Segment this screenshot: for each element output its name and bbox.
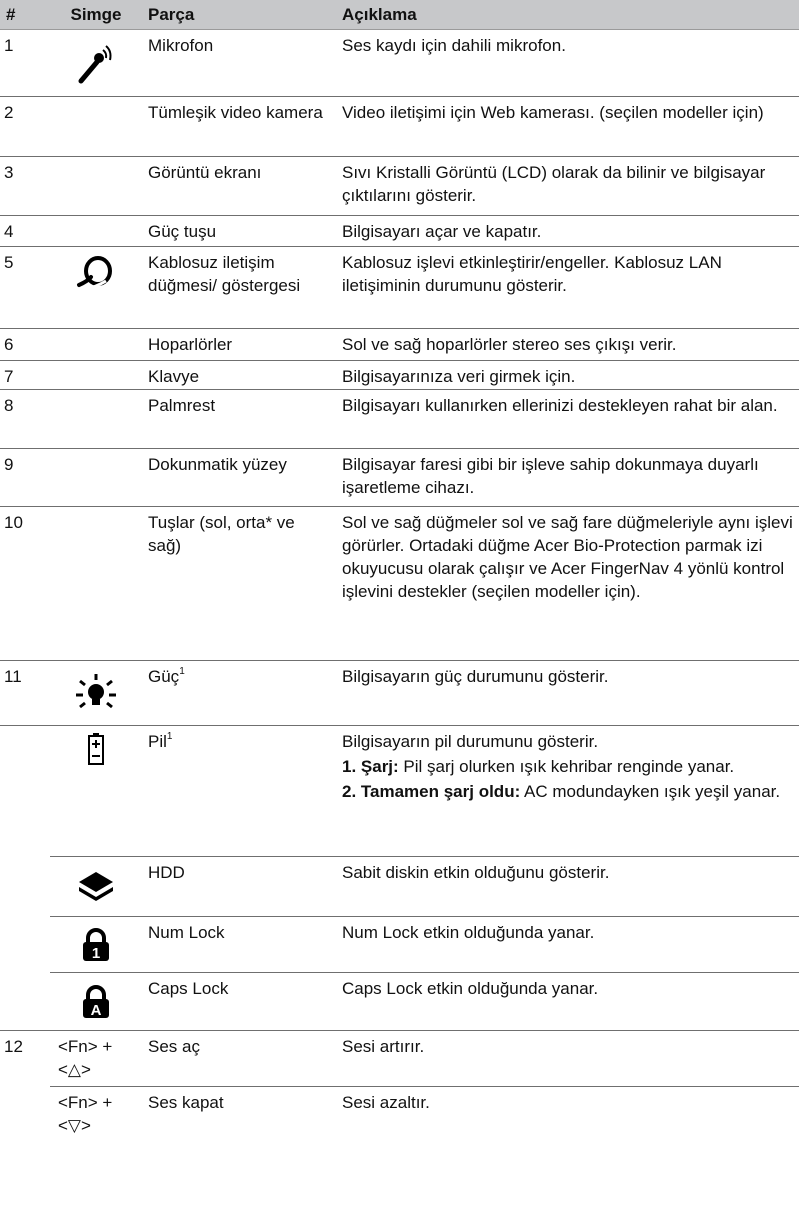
num-lock-icon — [50, 917, 142, 973]
row-part: Kablosuz iletişim düğmesi/ göstergesi — [142, 247, 336, 329]
row-number: 4 — [0, 216, 50, 247]
row-number: 1 — [0, 30, 50, 97]
battery-icon — [50, 726, 142, 857]
row-description: Bilgisayarın pil durumunu gösterir. 1. Şarj: Pil şarj olurken ışık kehribar renginde yanar. 2. Tamamen şarj oldu: AC modundayken ışık yeşil yanar. — [336, 726, 799, 857]
header-description: Açıklama — [336, 0, 799, 30]
table-row — [0, 1031, 799, 1087]
row-part: Dokunmatik yüzey — [142, 449, 336, 507]
volume-down-key: <Fn> + <▽> — [58, 1093, 113, 1135]
table-row — [0, 507, 799, 661]
row-number: 7 — [0, 361, 50, 390]
table-row — [0, 97, 799, 157]
row-part: Mikrofon — [142, 30, 336, 97]
row-description: Bilgisayarın güç durumunu gösterir. — [336, 661, 799, 726]
table-row — [0, 917, 799, 973]
row-part: Caps Lock — [142, 973, 336, 1031]
row-part: HDD — [142, 857, 336, 917]
row-description: Bilgisayarı kullanırken ellerinizi destekleyen rahat bir alan. — [336, 390, 799, 449]
row-description: Bilgisayarı açar ve kapatır. — [336, 216, 799, 247]
table-row — [0, 857, 799, 917]
caps-lock-icon — [50, 973, 142, 1031]
row-number — [0, 857, 50, 917]
row-part: Güç tuşu — [142, 216, 336, 247]
row-description: Num Lock etkin olduğunda yanar. — [336, 917, 799, 973]
row-part: Tümleşik video kamera — [142, 97, 336, 157]
row-number: 11 — [0, 661, 50, 726]
row-part: Pil$^1$ — [142, 726, 336, 857]
row-number: 9 — [0, 449, 50, 507]
hdd-icon — [50, 857, 142, 917]
row-part: Palmrest — [142, 390, 336, 449]
table-row — [0, 216, 799, 247]
svg-text:1: 1 — [91, 944, 101, 962]
table-row — [0, 329, 799, 361]
row-number: 5 — [0, 247, 50, 329]
table-row — [0, 661, 799, 726]
microphone-icon — [50, 30, 142, 97]
row-description: Sol ve sağ hoparlörler stereo ses çıkışı verir. — [336, 329, 799, 361]
row-number: 8 — [0, 390, 50, 449]
header-part: Parça — [142, 0, 336, 30]
row-description: Sesi azaltır. — [342, 1093, 430, 1112]
power-light-icon — [50, 661, 142, 726]
row-part: Klavye — [142, 361, 336, 390]
row-description: Sesi artırır. — [336, 1031, 799, 1087]
row-number: 6 — [0, 329, 50, 361]
row-part: Tuşlar (sol, orta* ve sağ) — [142, 507, 336, 661]
row-number — [0, 917, 50, 973]
row-number: 2 — [0, 97, 50, 157]
row-number — [0, 1087, 50, 1143]
svg-text:A: A — [90, 1001, 102, 1019]
table-header-row — [0, 0, 799, 30]
table-row — [0, 157, 799, 216]
row-description: Kablosuz işlevi etkinleştirir/engeller. Kablosuz LAN iletişiminin durumunu gösterir. — [336, 247, 799, 329]
row-number: 3 — [0, 157, 50, 216]
row-number — [0, 973, 50, 1031]
header-icon: Simge — [50, 0, 142, 30]
row-description: Video iletişimi için Web kamerası. (seçilen modeller için) — [336, 97, 799, 157]
row-description: Bilgisayar faresi gibi bir işleve sahip dokunmaya duyarlı işaretleme cihazı. — [336, 449, 799, 507]
row-part: Ses aç — [142, 1031, 336, 1087]
row-description: Ses kaydı için dahili mikrofon. — [336, 30, 799, 97]
table-row — [0, 361, 799, 390]
row-part: Hoparlörler — [142, 329, 336, 361]
row-description: Sabit diskin etkin olduğunu gösterir. — [336, 857, 799, 917]
table-row — [0, 247, 799, 329]
row-part: Ses kapat — [148, 1093, 224, 1112]
row-description: Bilgisayarınıza veri girmek için. — [336, 361, 799, 390]
row-part: Güç$^1$ — [142, 661, 336, 726]
table-row — [0, 973, 799, 1031]
row-number: 12 — [4, 1037, 23, 1056]
row-number — [0, 726, 50, 857]
row-description: Sıvı Kristalli Görüntü (LCD) olarak da bilinir ve bilgisayar çıktılarını gösterir. — [336, 157, 799, 216]
table-row — [0, 30, 799, 97]
row-number: 10 — [0, 507, 50, 661]
row-part: Görüntü ekranı — [142, 157, 336, 216]
wireless-icon — [50, 247, 142, 329]
row-description: Caps Lock etkin olduğunda yanar. — [336, 973, 799, 1031]
header-number: # — [0, 0, 50, 30]
row-part: Num Lock — [142, 917, 336, 973]
table-row — [0, 726, 799, 857]
table-row — [0, 449, 799, 507]
table-row — [0, 1087, 799, 1143]
volume-up-key: <Fn> + <△> — [50, 1031, 142, 1087]
table-row — [0, 390, 799, 449]
row-description: Sol ve sağ düğmeler sol ve sağ fare düğmeleriyle aynı işlevi görürler. Ortadaki düğme Acer Bio-Protection parmak izi okuyucusu olarak çalışır ve Acer FingerNav 4 yönlü kontrol işlevini destekler (seçilen modeller için). — [336, 507, 799, 661]
